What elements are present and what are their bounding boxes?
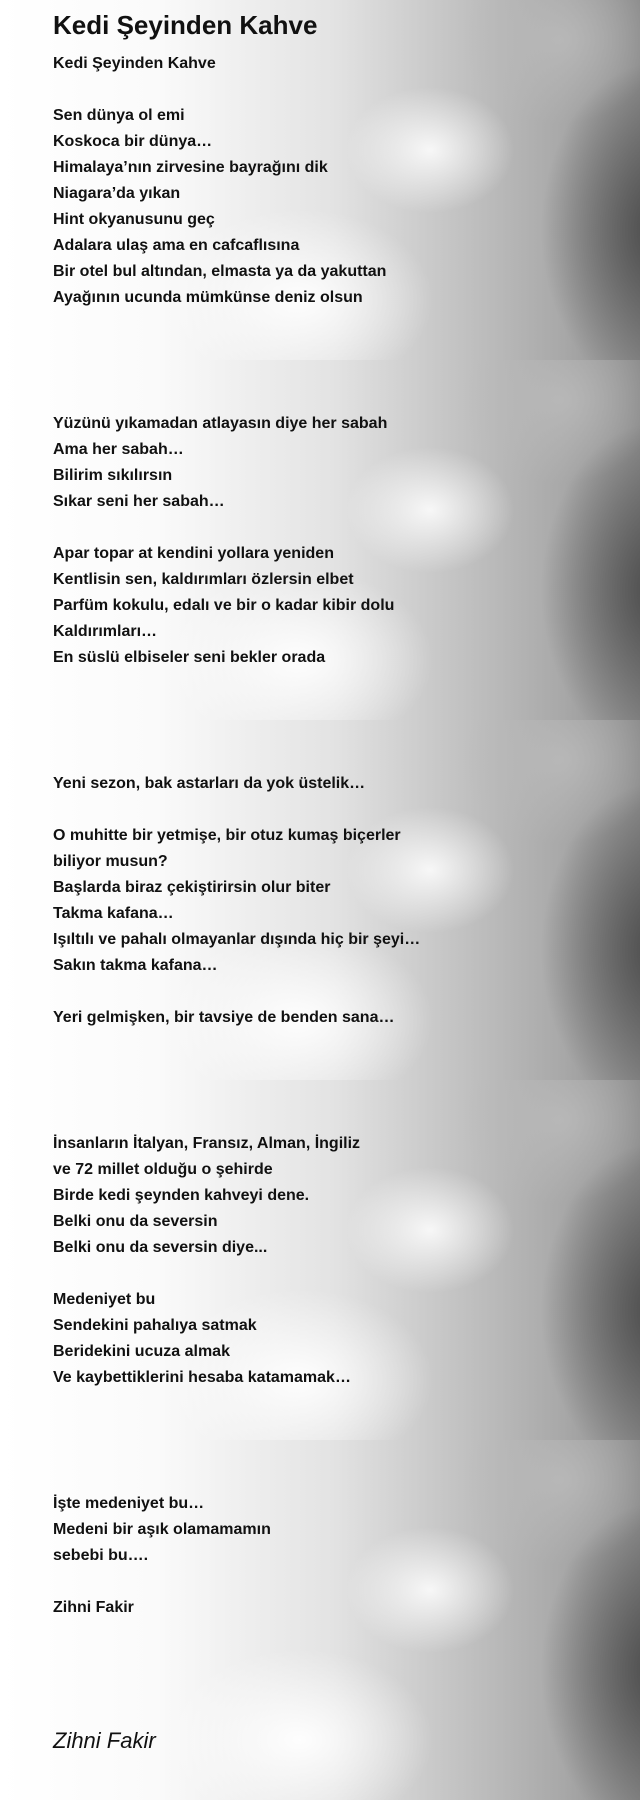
poem-line: Koskoca bir dünya… xyxy=(53,133,213,150)
poem-line: sebebi bu…. xyxy=(53,1547,149,1564)
poem-line: Sendekini pahalıya satmak xyxy=(53,1317,257,1334)
poem-line: Işıltılı ve pahalı olmayanlar dışında hiç bir şeyi… xyxy=(53,931,421,948)
poem-line xyxy=(53,515,394,541)
poem-line: Parfüm kokulu, edalı ve bir o kadar kibir dolu xyxy=(53,597,395,614)
poem-line xyxy=(53,979,420,1005)
poem-line: Kedi Şeyinden Kahve xyxy=(53,55,216,72)
poem-line: biliyor musun? xyxy=(53,853,168,870)
poem-stanza-1 xyxy=(53,51,386,311)
poem-line: Belki onu da seversin diye... xyxy=(53,1239,268,1256)
poem-line: Kentlisin sen, kaldırımları özlersin elbet xyxy=(53,571,354,588)
poem-line: Sakın takma kafana… xyxy=(53,957,218,974)
poem-line: Himalaya’nın zirvesine bayrağını dik xyxy=(53,159,328,176)
poem-line: Yüzünü yıkamadan atlayasın diye her sabah xyxy=(53,415,388,432)
poem-line: En süslü elbiseler seni bekler orada xyxy=(53,649,326,666)
poem-line: Apar topar at kendini yollara yeniden xyxy=(53,545,334,562)
poem-line: Yeni sezon, bak astarları da yok üstelik… xyxy=(53,775,366,792)
poem-panel-3 xyxy=(0,720,640,1080)
poem-line xyxy=(53,797,420,823)
poem-line: Sen dünya ol emi xyxy=(53,107,185,124)
poem-panel-2 xyxy=(0,360,640,720)
poem-line: İşte medeniyet bu… xyxy=(53,1495,205,1512)
poem-line: Yeri gelmişken, bir tavsiye de benden sana… xyxy=(53,1009,395,1026)
poem-line: Medeniyet bu xyxy=(53,1291,156,1308)
poem-line: Bilirim sıkılırsın xyxy=(53,467,173,484)
poem-line xyxy=(53,77,386,103)
poem-panel-5 xyxy=(0,1440,640,1800)
poem-line: Birde kedi şeynden kahveyi dene. xyxy=(53,1187,310,1204)
poem-line: Belki onu da seversin xyxy=(53,1213,218,1230)
poem-line: Hint okyanusunu geç xyxy=(53,211,215,228)
poem-line: Takma kafana… xyxy=(53,905,174,922)
poem-line: Niagara’da yıkan xyxy=(53,185,181,202)
poem-stanza-4 xyxy=(53,1131,360,1391)
poem-line: Medeni bir aşık olamamamın xyxy=(53,1521,271,1538)
poem-line: Ve kaybettiklerini hesaba katamamak… xyxy=(53,1369,351,1386)
poem-line: Ayağının ucunda mümkünse deniz olsun xyxy=(53,289,363,306)
author-signature: Zihni Fakir xyxy=(53,1728,156,1753)
poem-line: Zihni Fakir xyxy=(53,1599,134,1616)
poem-stanza-3 xyxy=(53,771,420,1031)
page-title: Kedi Şeyinden Kahve xyxy=(53,10,318,40)
poem-line: Ama her sabah… xyxy=(53,441,184,458)
poem-line: Sıkar seni her sabah… xyxy=(53,493,225,510)
poem-line xyxy=(53,1569,271,1595)
poem-line: ve 72 millet olduğu o şehirde xyxy=(53,1161,273,1178)
poem-line: O muhitte bir yetmişe, bir otuz kumaş biçerler xyxy=(53,827,401,844)
poem-line: Başlarda biraz çekiştirirsin olur biter xyxy=(53,879,331,896)
poem-line: İnsanların İtalyan, Fransız, Alman, İngiliz xyxy=(53,1135,361,1152)
poem-line: Bir otel bul altından, elmasta ya da yakuttan xyxy=(53,263,387,280)
poem-stanza-5 xyxy=(53,1491,271,1621)
poem-line xyxy=(53,1261,360,1287)
poem-stanza-2 xyxy=(53,411,394,671)
poem-line: Adalara ulaş ama en cafcaflısına xyxy=(53,237,300,254)
poem-line: Beridekini ucuza almak xyxy=(53,1343,230,1360)
poem-panel-1 xyxy=(0,0,640,360)
poem-line: Kaldırımları… xyxy=(53,623,158,640)
poem-panel-4 xyxy=(0,1080,640,1440)
